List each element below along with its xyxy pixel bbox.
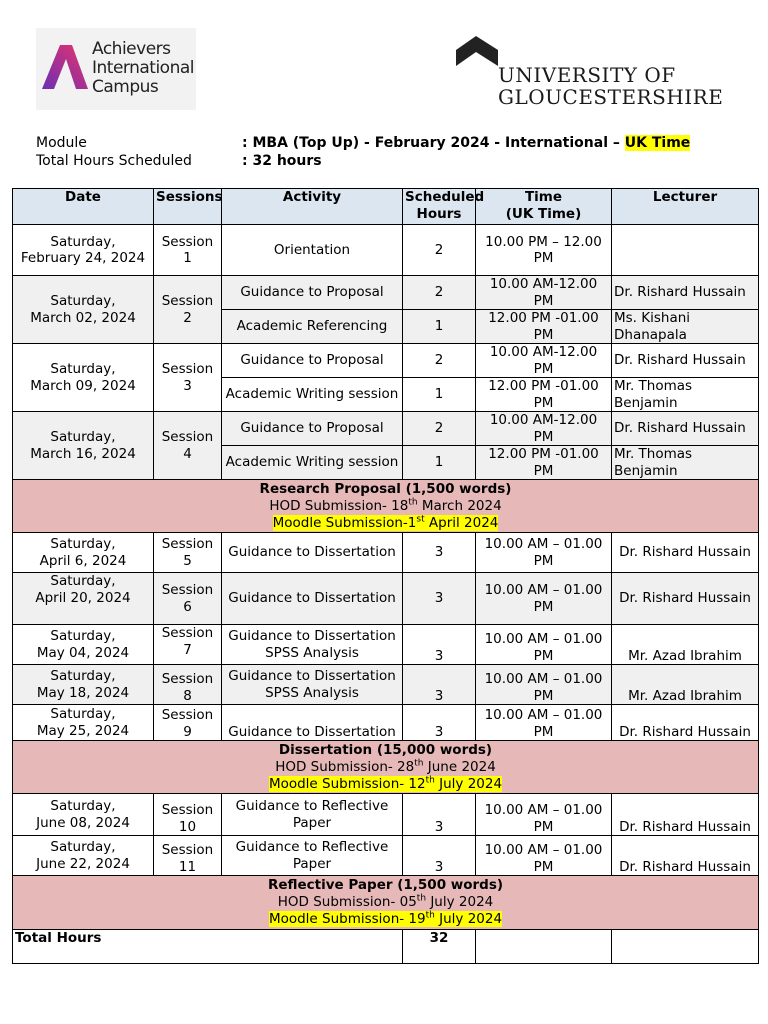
session-cell: Session 7 [154,625,222,665]
session-cell: Session 2 [154,276,222,344]
session-cell: Session 8 [154,665,222,705]
moodle-submission: Moodle Submission- 12th July 2024 [268,775,503,792]
col-date: Date [13,189,154,225]
date-cell: Saturday, April 20, 2024 [13,573,154,625]
chevron-crest-icon [456,36,498,66]
hours-cell: 3 [403,625,476,665]
col-scheduled-hours: Scheduled Hours [403,189,476,225]
lecturer-cell: Dr. Rishard Hussain [612,344,759,378]
table-row [13,276,759,310]
table-row [13,625,759,665]
milestone-title: Dissertation (15,000 words) [278,741,493,758]
activity-cell: Guidance to Proposal [222,344,403,378]
hours-cell: 1 [403,310,476,344]
hours-cell: 2 [403,225,476,276]
session-cell: Session 6 [154,573,222,625]
module-value: : MBA (Top Up) - February 2024 - International – UK Time [242,135,691,151]
time-cell: 10.00 AM-12.00 PM [476,276,612,310]
lecturer-cell: Dr. Rishard Hussain [612,533,759,573]
lecturer-cell: Ms. Kishani Dhanapala [612,310,759,344]
date-cell: Saturday, March 09, 2024 [13,344,154,412]
date-cell: Saturday, June 22, 2024 [13,836,154,876]
activity-cell: Academic Writing session [222,446,403,480]
milestone-dissertation [13,741,759,794]
hours-cell: 3 [403,573,476,625]
session-cell: Session 1 [154,225,222,276]
session-cell: Session 9 [154,705,222,741]
lecturer-cell: Dr. Rishard Hussain [612,705,759,741]
milestone-row [13,876,759,930]
col-time: Time (UK Time) [476,189,612,225]
col-lecturer: Lecturer [612,189,759,225]
lecturer-cell: Mr. Azad Ibrahim [612,665,759,705]
table-row [13,344,759,378]
date-cell: Saturday, May 04, 2024 [13,625,154,665]
activity-cell: Guidance to Dissertation SPSS Analysis [222,665,403,705]
total-hours-value: 32 [403,930,476,964]
time-cell: 10.00 PM – 12.00 PM [476,225,612,276]
milestone-row [13,480,759,533]
time-cell: 10.00 AM-12.00 PM [476,412,612,446]
time-cell: 10.00 AM – 01.00 PM [476,836,612,876]
lecturer-cell: Mr. Azad Ibrahim [612,625,759,665]
lecturer-cell: Dr. Rishard Hussain [612,412,759,446]
hours-cell: 2 [403,412,476,446]
table-row [13,533,759,573]
hours-cell: 2 [403,276,476,310]
time-cell: 10.00 AM – 01.00 PM [476,705,612,741]
hours-value: : 32 hours [242,153,322,169]
milestone-title: Reflective Paper (1,500 words) [267,877,504,893]
table-row [13,225,759,276]
hours-cell: 1 [403,378,476,412]
moodle-submission: Moodle Submission- 19th July 2024 [268,910,503,927]
activity-cell: Guidance to Proposal [222,276,403,310]
date-cell: Saturday, March 02, 2024 [13,276,154,344]
university-wordmark: UNIVERSITY OF GLOUCESTERSHIRE [498,63,724,109]
lecturer-cell: Dr. Rishard Hussain [612,276,759,310]
achievers-mark-icon [38,41,90,93]
table-row [13,573,759,625]
hours-cell: 3 [403,836,476,876]
table-row [13,836,759,876]
lecturer-cell: Mr. Thomas Benjamin [612,446,759,480]
date-cell: Saturday, April 6, 2024 [13,533,154,573]
hod-submission: HOD Submission- 05th July 2024 [277,893,494,910]
activity-cell: Guidance to Dissertation [222,533,403,573]
date-cell: Saturday, May 25, 2024 [13,705,154,741]
col-sessions: Sessions [154,189,222,225]
moodle-submission: Moodle Submission-1st April 2024 [272,514,499,531]
schedule-table [12,188,759,964]
total-blank [612,930,759,964]
lecturer-cell: Dr. Rishard Hussain [612,794,759,836]
table-row [13,665,759,705]
time-cell: 10.00 AM – 01.00 PM [476,573,612,625]
lecturer-cell [612,225,759,276]
header-row [13,189,759,225]
date-cell: Saturday, May 18, 2024 [13,665,154,705]
activity-cell: Guidance to Dissertation [222,705,403,741]
col-activity: Activity [222,189,403,225]
date-cell: Saturday, March 16, 2024 [13,412,154,480]
hours-cell: 3 [403,705,476,741]
achievers-wordmark: Achievers International Campus [92,39,194,97]
hours-cell: 3 [403,533,476,573]
activity-cell: Guidance to Dissertation [222,573,403,625]
hod-submission: HOD Submission- 28th June 2024 [275,758,496,775]
table-row [13,412,759,446]
session-cell: Session 4 [154,412,222,480]
session-cell: Session 3 [154,344,222,412]
table-row [13,705,759,741]
time-cell: 10.00 AM-12.00 PM [476,344,612,378]
activity-cell: Academic Referencing [222,310,403,344]
hours-cell: 2 [403,344,476,378]
milestone-reflective-paper [13,876,759,930]
time-cell: 10.00 AM – 01.00 PM [476,794,612,836]
lecturer-cell: Mr. Thomas Benjamin [612,378,759,412]
time-cell: 12.00 PM -01.00 PM [476,310,612,344]
activity-cell: Academic Writing session [222,378,403,412]
activity-cell: Guidance to Reflective Paper [222,836,403,876]
time-cell: 12.00 PM -01.00 PM [476,378,612,412]
date-cell: Saturday, February 24, 2024 [13,225,154,276]
lecturer-cell: Dr. Rishard Hussain [612,573,759,625]
university-logo [456,36,746,116]
hours-cell: 3 [403,794,476,836]
session-cell: Session 10 [154,794,222,836]
total-blank [476,930,612,964]
milestone-row [13,741,759,794]
uk-time-highlight: UK Time [624,135,691,151]
total-hours-label: Total Hours [13,930,222,964]
activity-cell: Guidance to Reflective Paper [222,794,403,836]
total-blank [222,930,403,964]
session-cell: Session 11 [154,836,222,876]
session-cell: Session 5 [154,533,222,573]
activity-cell: Guidance to Dissertation SPSS Analysis [222,625,403,665]
activity-cell: Guidance to Proposal [222,412,403,446]
achievers-logo [36,28,196,110]
time-cell: 10.00 AM – 01.00 PM [476,665,612,705]
time-cell: 10.00 AM – 01.00 PM [476,533,612,573]
date-cell: Saturday, June 08, 2024 [13,794,154,836]
table-row [13,794,759,836]
hod-submission: HOD Submission- 18th March 2024 [269,497,502,514]
hours-cell: 3 [403,665,476,705]
time-cell: 10.00 AM – 01.00 PM [476,625,612,665]
time-cell: 12.00 PM -01.00 PM [476,446,612,480]
activity-cell: Orientation [222,225,403,276]
module-label: Module [36,135,87,151]
milestone-research-proposal [13,480,759,533]
hours-cell: 1 [403,446,476,480]
lecturer-cell: Dr. Rishard Hussain [612,836,759,876]
milestone-title: Research Proposal (1,500 words) [259,480,512,497]
hours-label: Total Hours Scheduled [36,153,192,169]
total-row [13,930,759,964]
